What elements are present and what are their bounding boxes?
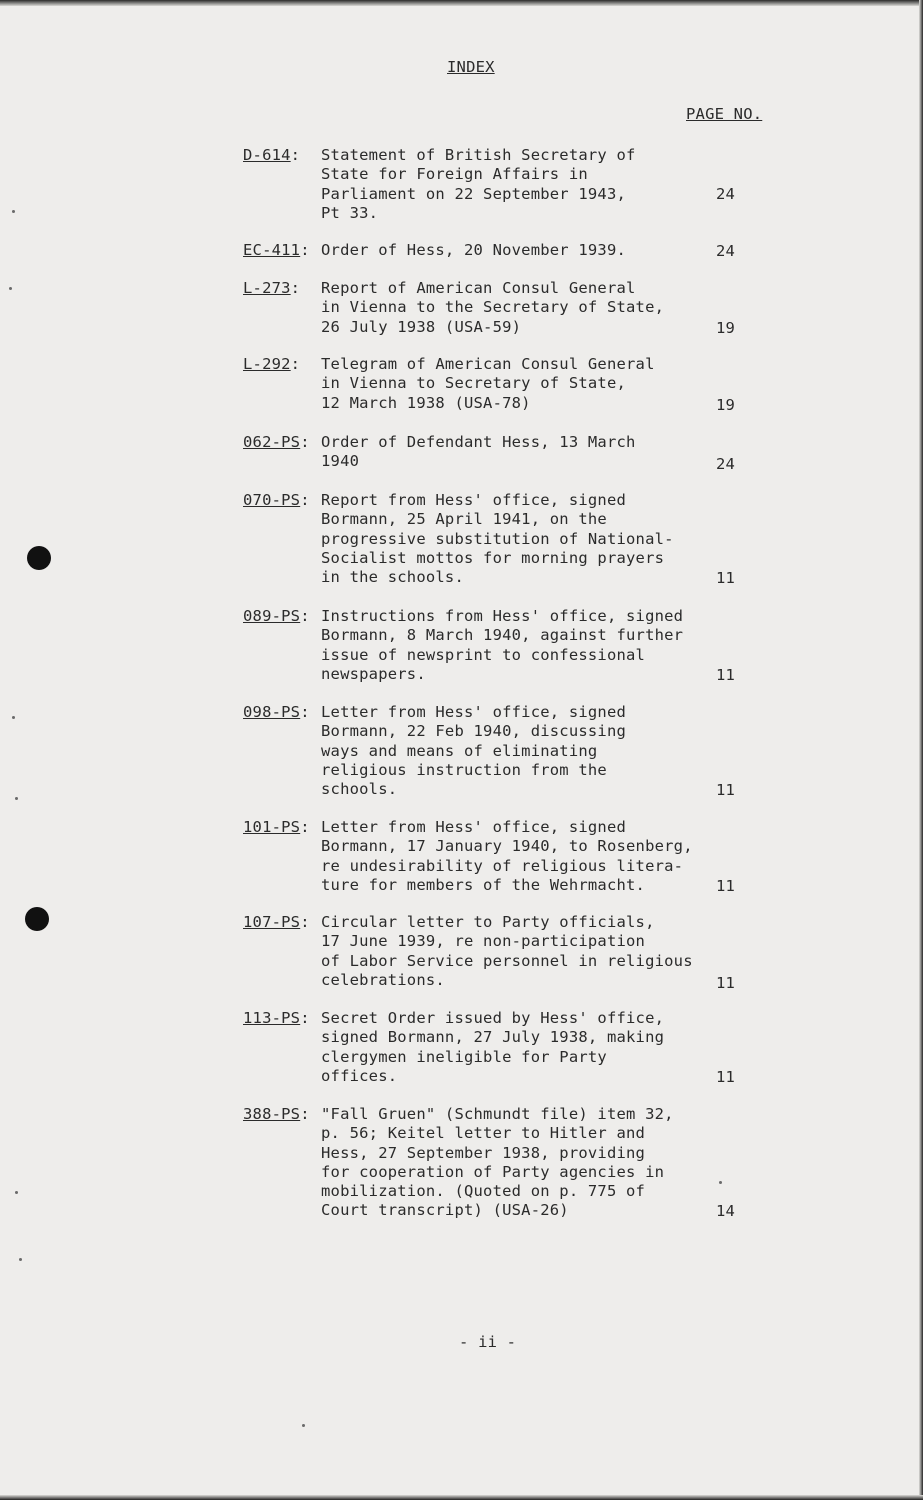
entry-page-number: 11 [716,569,736,587]
entry-page-number: 11 [716,1068,736,1086]
scan-speck [12,716,15,719]
exhibit-code: D-614: [243,146,301,164]
entry-description: Instructions from Hess' office, signed Bormann, 8 March 1940, against further issue of newsprint to confessional newspapers. [321,607,684,683]
entry-page-number: 11 [716,974,736,992]
exhibit-code: 089-PS: [243,607,310,625]
exhibit-code: EC-411: [243,241,310,259]
entry-page-number: 11 [716,877,736,895]
scan-edge-top [0,0,923,6]
scan-speck [302,1424,305,1427]
scan-speck [12,210,15,213]
entry-description: Statement of British Secretary of State for Foreign Affairs in Parliament on 22 September 1943, Pt 33. [321,146,636,222]
exhibit-code: 101-PS: [243,818,310,836]
scan-edge-right [919,0,923,1500]
entry-page-number: 11 [716,666,736,684]
exhibit-code: L-273: [243,279,301,297]
scan-speck [15,1191,18,1194]
entry-description: Report from Hess' office, signed Bormann, 25 April 1941, on the progressive substitution of National- Socialist mottos for morning prayers in the schools. [321,491,674,587]
entry-description: Circular letter to Party officials, 17 June 1939, re non-participation of Labor Service personnel in religious celebrations. [321,913,693,989]
punch-hole [27,546,51,570]
exhibit-code: 388-PS: [243,1105,310,1123]
scan-speck [719,1181,722,1184]
page-number-column-heading: PAGE NO. [686,105,763,123]
entry-description: "Fall Gruen" (Schmundt file) item 32, p. 56; Keitel letter to Hitler and Hess, 27 September 1938, providing for cooperation of Party agencies in mobilization. (Quoted on p. 775 of Court transcript) (USA-26) [321,1105,674,1220]
page-footer-number: - ii - [459,1333,517,1351]
entry-description: Letter from Hess' office, signed Bormann, 22 Feb 1940, discussing ways and means of eliminating religious instruction from the schools. [321,703,627,799]
scan-speck [15,797,18,800]
exhibit-code: 107-PS: [243,913,310,931]
exhibit-code: 113-PS: [243,1009,310,1027]
punch-hole [25,907,49,931]
scan-speck [9,287,12,290]
entry-page-number: 24 [716,455,736,473]
exhibit-code: 062-PS: [243,433,310,451]
scan-edge-bottom [0,1495,923,1500]
entry-page-number: 24 [716,242,736,260]
entry-page-number: 11 [716,781,736,799]
entry-page-number: 19 [716,319,736,337]
exhibit-code: 070-PS: [243,491,310,509]
scan-speck [19,1258,22,1261]
entry-description: Secret Order issued by Hess' office, signed Bormann, 27 July 1938, making clergymen ineligible for Party offices. [321,1009,665,1085]
entry-page-number: 19 [716,396,736,414]
exhibit-code: L-292: [243,355,301,373]
exhibit-code: 098-PS: [243,703,310,721]
entry-page-number: 24 [716,185,736,203]
entry-page-number: 14 [716,1202,736,1220]
entry-description: Telegram of American Consul General in Vienna to Secretary of State, 12 March 1938 (USA-78) [321,355,655,412]
entry-description: Order of Hess, 20 November 1939. [321,241,627,259]
entry-description: Order of Defendant Hess, 13 March 1940 [321,433,636,471]
index-heading: INDEX [447,58,495,76]
entry-description: Report of American Consul General in Vienna to the Secretary of State, 26 July 1938 (USA-59) [321,279,665,336]
entry-description: Letter from Hess' office, signed Bormann, 17 January 1940, to Rosenberg, re undesirability of religious litera- ture for members of the Wehrmacht. [321,818,693,894]
